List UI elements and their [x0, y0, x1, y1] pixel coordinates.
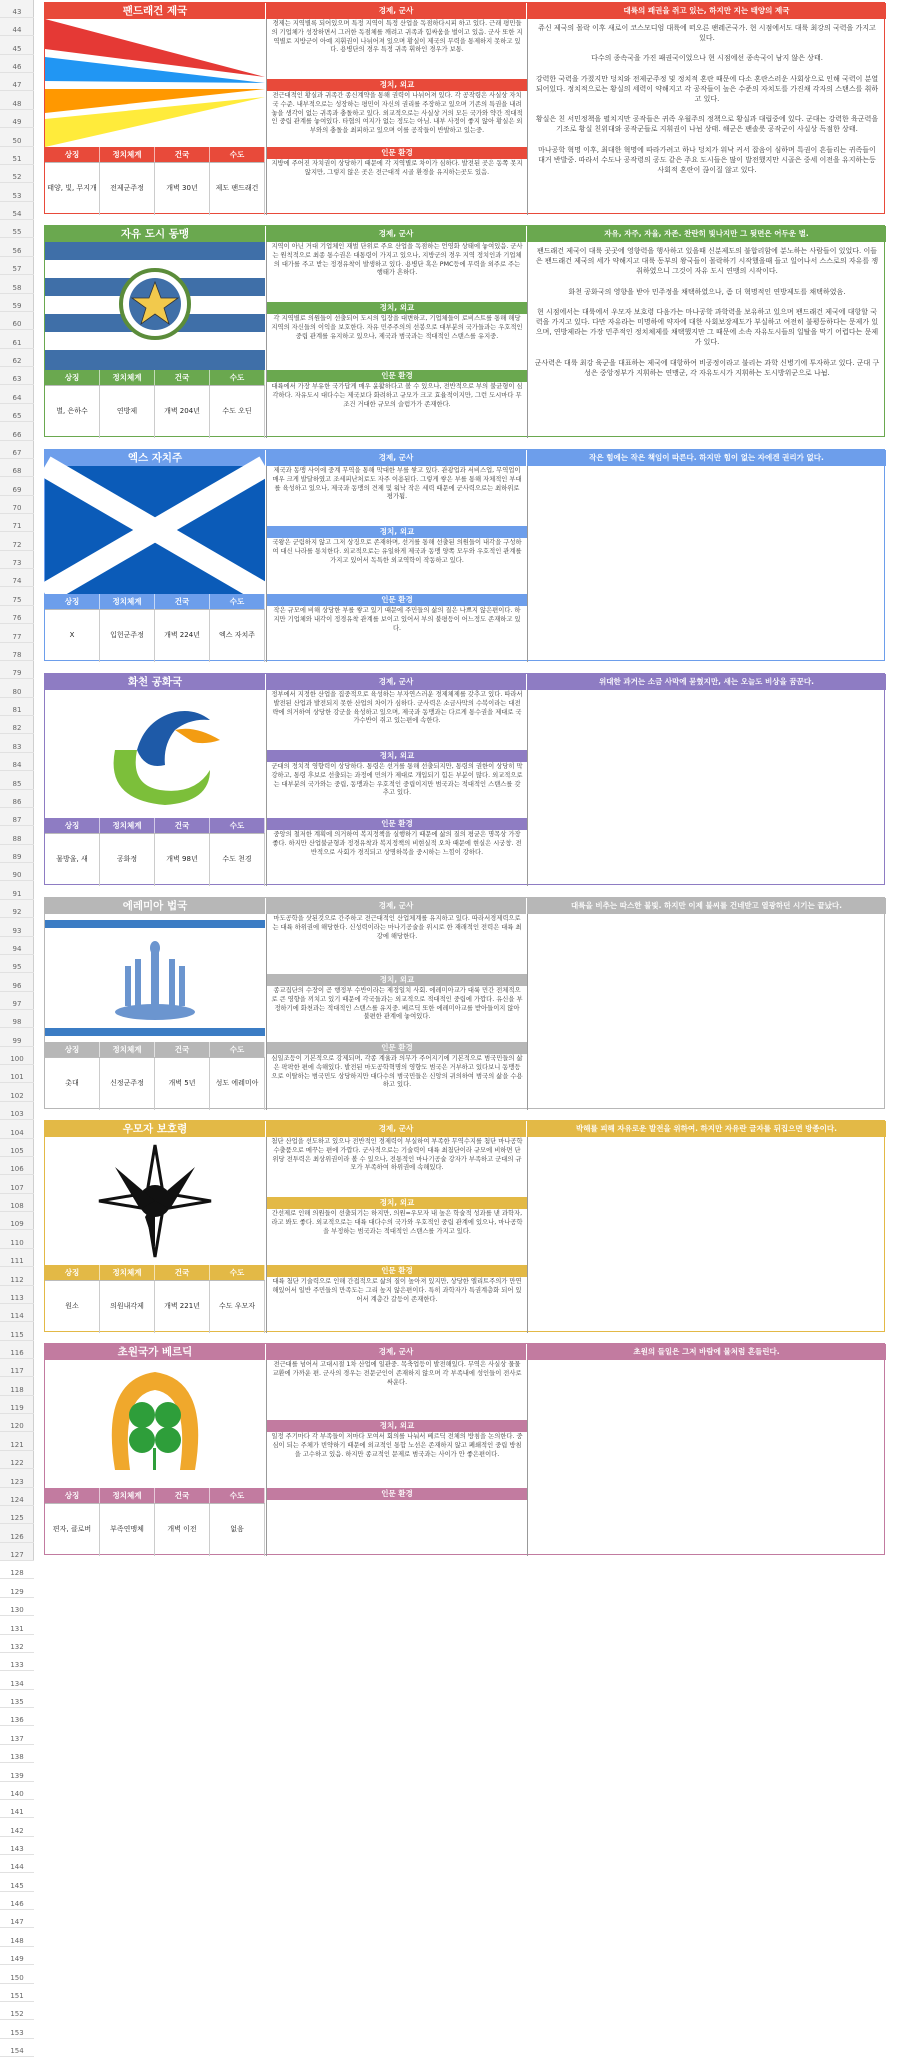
row-number: 60: [0, 318, 34, 330]
row-number: 87: [0, 814, 34, 826]
humanities-environment-text: 심일조등이 기본적으로 강제되며, 각종 계율과 의무가 주어지기에 기본적으로 범국민들의 삶은 팍팍한 편에 속해있다. 발전된 마도공학혁명의 영향도 범국은 거부하고 있다보니 동맹등으로 이탈하는 범국민도 상당하지만 대다수의 범국민들은 신앙의 귀의하여 범국의 삶을 수용하고 있다.: [271, 1055, 523, 1089]
politics-diplomacy-text: 종교집단의 수장이 곧 행정부 수반이라는 제정일치 사회. 에레미아교가 대륙 민간 전체적으로 큰 영향을 끼치고 있기 때문에 각국들과는 외교적으로 적대적인 중립에 가깝다. 유신을 부정하기에 화천과는 적대적인 스탠스를 유지중. 베르딕 또한 에레미아교를 받아들이지 않아 불편한 관계에 놓여있다.: [271, 987, 523, 1021]
info-labels-row: [45, 1488, 265, 1503]
founded-value: 개벽 204년: [155, 386, 210, 438]
economy-military-header: 경제, 군사: [266, 1344, 526, 1360]
row-number: 59: [0, 300, 34, 312]
symbol-value: 물방울, 새: [45, 834, 100, 886]
regime-value: 입헌군주정: [100, 610, 155, 662]
economy-military-header: 경제, 군사: [266, 674, 526, 690]
row-number: 143: [0, 1843, 34, 1855]
row-number: 63: [0, 373, 34, 385]
row-number: 112: [0, 1274, 34, 1286]
founded-value: 개벽 30년: [155, 163, 210, 215]
row-number: 43: [0, 6, 34, 18]
economy-military-header: 경제, 군사: [266, 898, 526, 914]
symbol-value: 원소: [45, 1281, 100, 1333]
row-number: 71: [0, 520, 34, 532]
humanities-environment-text: 지방에 주어진 자치권이 상당하기 때문에 각 지역별로 차이가 심하다. 발전된 곳은 동쪽 못지 않지만, 그렇지 않은 곳은 전근대적 시골 환경을 유지하는곳도 있음.: [271, 160, 523, 176]
info-labels-row: [45, 594, 265, 609]
regime-value: 의원내각제: [100, 1281, 155, 1333]
founded-value: 개벽 98년: [155, 834, 210, 886]
sections-column: [266, 466, 526, 662]
regime-value: 전제군주정: [100, 163, 155, 215]
info-labels-row: [45, 818, 265, 833]
economy-military-header: 경제, 군사: [266, 1121, 526, 1137]
row-number: 141: [0, 1806, 34, 1818]
info-labels-row: [45, 147, 265, 162]
regime-label: 정치체계: [100, 818, 155, 833]
row-number: 58: [0, 282, 34, 294]
row-number: 45: [0, 43, 34, 55]
humanities-environment-text: 작은 규모에 비해 상당한 부를 쌓고 있기 때문에 주민들의 삶의 질은 나쁘지 않은편이다. 하지만 기업체와 내각이 정경유착 관계를 보이고 있어서 부의 불평등이 어느정도 존재하고 있다.: [273, 607, 521, 632]
national-flag: [45, 19, 265, 147]
nation-motto: 대륙을 비추는 따스한 불빛. 하지만 이제 불씨를 건네받고 열광하던 시기는 끝났다.: [527, 898, 886, 914]
row-number: 84: [0, 759, 34, 771]
national-flag: [45, 242, 265, 370]
row-number: 127: [0, 1549, 34, 1561]
info-values-row: [45, 833, 265, 886]
nation-card: [44, 897, 885, 1109]
founded-label: 건국: [155, 1265, 210, 1280]
row-number: 79: [0, 667, 34, 679]
info-values-row: [45, 609, 265, 662]
nation-card: [44, 2, 885, 214]
row-number: 139: [0, 1770, 34, 1782]
symbol-label: 상징: [45, 1488, 100, 1503]
row-number: 64: [0, 392, 34, 404]
row-number: 147: [0, 1916, 34, 1928]
nation-card: [44, 449, 885, 661]
nation-description: [527, 690, 886, 886]
capital-value: 수도 천경: [210, 834, 265, 886]
sections-column: [266, 1137, 526, 1333]
nation-name: 에레미아 법국: [45, 898, 265, 914]
row-number: 89: [0, 851, 34, 863]
row-number: 116: [0, 1347, 34, 1359]
sections-column: [266, 242, 526, 438]
politics-diplomacy-header: 정치, 외교: [267, 1197, 527, 1209]
row-number: 68: [0, 465, 34, 477]
row-number: 100: [0, 1053, 34, 1065]
politics-diplomacy-text: 간선제로 인해 의원들이 선출되기는 하지만, 의원=우모자 내 높은 학술적 성과를 낸 과학자, 라고 봐도 좋다. 외교적으로는 대륙 대다수의 국가와 우호적인 중립 관계에 있으나, 마나공학을 부정하는 범국과는 적대적인 스탠스를 가지고 있다.: [271, 1210, 523, 1235]
row-number: 56: [0, 245, 34, 257]
regime-value: 부족연맹체: [100, 1504, 155, 1556]
nation-name: 팬드래건 제국: [45, 3, 265, 19]
capital-value: 성도 에레미아: [210, 1058, 265, 1110]
row-number: 81: [0, 704, 34, 716]
row-number: 111: [0, 1255, 34, 1267]
row-number: 93: [0, 925, 34, 937]
row-number: 86: [0, 796, 34, 808]
row-number: 151: [0, 1990, 34, 2002]
regime-label: 정치체계: [100, 1488, 155, 1503]
row-number: 144: [0, 1861, 34, 1873]
politics-diplomacy-header: 정치, 외교: [267, 750, 527, 762]
row-number: 129: [0, 1586, 34, 1598]
capital-label: 수도: [210, 594, 265, 609]
sections-column: [266, 914, 526, 1110]
info-labels-row: [45, 1042, 265, 1057]
economy-military-header: 경제, 군사: [266, 3, 526, 19]
founded-value: 개벽 221년: [155, 1281, 210, 1333]
row-number: 46: [0, 61, 34, 73]
row-number: 125: [0, 1512, 34, 1524]
row-number: 102: [0, 1090, 34, 1102]
symbol-label: 상징: [45, 594, 100, 609]
row-number: 134: [0, 1678, 34, 1690]
economy-military-text: 첨단 산업을 선도하고 있으나 전반적인 경제력이 부실하여 부족한 무역수지를 첨단 마나공학 수출품으로 메꾸는 편에 가깝다. 군사적으로는 기술력이 대륙 최첨단이라 규모에 비하면 단위당 전투력은 최상위권이라 볼 수 있으나, 전통적인 마나기공술 강자가 부족하고 군대의 규모가 부족하여 하위권에 속해있다.: [271, 1138, 523, 1172]
nation-card: [44, 1343, 885, 1555]
row-number: 118: [0, 1384, 34, 1396]
economy-military-text: 제국과 동맹 사이에 중계 무역을 통해 막대한 부를 쌓고 있다. 관광업과 서비스업, 무역업이 매우 크게 발달하였고 조세피난처로도 자주 이용된다. 그렇게 쌓은 부를 통해 자체적인 부대를 육성하고 있으나, 제국과 동맹의 견제 및 워낙 작은 세력 때문에 군사력으로는 최하위로 평가됨.: [272, 467, 522, 501]
row-number: 53: [0, 190, 34, 202]
row-number: 54: [0, 208, 34, 220]
row-number: 99: [0, 1035, 34, 1047]
row-number: 50: [0, 135, 34, 147]
economy-military-text: 정부에서 지정한 산업을 집중적으로 육성하는 부자연스러운 경제체제를 갖추고 있다. 따라서 발전된 산업과 발전되지 못한 산업의 차이가 심하다. 군사력은 소금사막의 수복이라는 대전략에 의거하여 상당한 강군을 육성하고 있으며, 제국과 동맹과는 다르게 통수권을 제대로 국가수반이 쥐고 있는편에 속한다.: [271, 691, 523, 725]
economy-military-header: 경제, 군사: [266, 450, 526, 466]
sections-column: [266, 1360, 526, 1556]
founded-value: 개벽 224년: [155, 610, 210, 662]
row-number: 104: [0, 1127, 34, 1139]
nation-description: 쥬신 제국의 몰락 이후 새로이 코스모디엄 대륙에 떠오른 팬레곤국가. 현 시점에서도 대륙 최강의 국력을 가지고 있다. 다수의 종속국을 가진 패권국이었으나 현 시점에선 종속국이 남지 않은 상태. 강력한 국력을 가졌지만 덩치와 전제군주정 및 정치적 혼란 때문에 다소 혼란스러운 사회상으로 인해 국력이 분열되어있다. 정치적으로는 황실의 세력이 약해지고 각 공작들이 높은 수준의 자치도를 가진채 각자의 스탠스를 취하고 있다. 황실은 친 서민정책을 펼치지만 공작들은 귀족 우월주의 정책으로 황실과 대립중에 있다. 군대는 강력한 육군력을 기조로 황실 친위대와 공작군들로 지휘권이 나뉜 상태. 해군은 팬솔릇 공작군이 사실상 독점한 상태. 마나공학 혁명 이후, 최대한 혁명에 따라가려고 하나 덩치가 워낙 커서 잡음이 심하며 특권이 흔들리는 귀족들이 대거 반발중. 따라서 수도나 공작령의 공도 같은 주요 도시들은 많이 발전했지만 시골은 중세 이전을 유지하는등 사회적 혼란이 끊이질 않고 있다.: [527, 19, 886, 215]
founded-label: 건국: [155, 1488, 210, 1503]
politics-diplomacy-header: 정치, 외교: [267, 79, 527, 91]
row-number: 74: [0, 575, 34, 587]
row-number: 72: [0, 539, 34, 551]
row-number: 51: [0, 153, 34, 165]
founded-label: 건국: [155, 818, 210, 833]
row-number: 88: [0, 833, 34, 845]
national-flag: [45, 466, 265, 594]
row-number: 95: [0, 961, 34, 973]
humanities-environment-header: 인문 환경: [267, 1265, 527, 1277]
capital-value: 제도 팬드래건: [210, 163, 265, 215]
nation-name: 초원국가 베르딕: [45, 1344, 265, 1360]
row-number: 106: [0, 1163, 34, 1175]
row-number: 57: [0, 263, 34, 275]
national-flag: [45, 690, 265, 818]
regime-value: 연방제: [100, 386, 155, 438]
row-number: 137: [0, 1733, 34, 1745]
row-number: 66: [0, 429, 34, 441]
founded-label: 건국: [155, 147, 210, 162]
nation-description: [527, 466, 886, 662]
row-number: 98: [0, 1016, 34, 1028]
nation-card: [44, 673, 885, 885]
symbol-label: 상징: [45, 1042, 100, 1057]
nation-description: 팬드래건 제국이 대륙 곳곳에 영향력을 행사하고 있을때 신분제도의 불합리함에 분노하는 사람들이 있었다. 이들은 팬드래건 제국의 세가 약해지고 대륙 동부의 왕국들이 몰락하기 시작했을때 들고 일어나서 스스로의 자유를 쟁취하였으니 그것이 자유 도시 연맹의 시작이다. 화천 공화국의 영향을 받아 민주정을 채택하였으나, 좀 더 혁명적인 연방제도를 채택하였음. 현 시점에서는 대륙에서 우모자 보호령 다음가는 마나공학 과학력을 보유하고 있으며 팬드래건 제국에 대항할 국력을 가지고 있다. 다만 자유라는 미명하에 약자에 대한 사회보장제도가 부실하고 여전히 불평등하다는 문제가 있으며, 연방제라는 가장 민주적인 정치체제를 채택했지만 그 때문에 소속 자유도시들의 일탈을 막기 어렵다는 문제가 있다. 군사력은 대륙 최강 육군을 대표하는 제국에 대항하여 비공정이라고 불리는 과학 신병기에 투자하고 있다. 군대 구성은 중앙정부가 지휘하는 연맹군, 각 자유도시가 지휘하는 도시방위군으로 나뉨.: [527, 242, 886, 438]
row-number: 113: [0, 1292, 34, 1304]
row-number: 69: [0, 484, 34, 496]
row-number: 154: [0, 2045, 34, 2057]
founded-value: 개벽 이전: [155, 1504, 210, 1556]
row-number: 124: [0, 1494, 34, 1506]
nation-motto: 작은 힘에는 작은 책임이 따른다. 하지만 힘이 없는 자에겐 권리가 없다.: [527, 450, 886, 466]
economy-military-header: 경제, 군사: [266, 226, 526, 242]
row-number: 138: [0, 1751, 34, 1763]
national-flag: [45, 1137, 265, 1265]
row-number: 149: [0, 1953, 34, 1965]
row-number: 85: [0, 778, 34, 790]
info-values-row: [45, 1503, 265, 1556]
economy-military-text: 경제는 지역별록 되어있으며 특정 지역이 특정 산업을 독점하다시피 하고 있다. 근래 평민들의 기업체가 성장하면서 그러한 독점체를 깨려고 귀족과 힘싸움을 벌이고 있음. 군사 또한 지역별로 지방군이 아예 지휘권이 나뉘어져 있으며 황실이 제국의 무력을 통제하지 못하고 있다. 용병단의 경우 특정 귀족 휘하인 경우가 보통.: [271, 20, 523, 54]
politics-diplomacy-text: 전근대적인 황실과 귀족간 종신계약을 통해 권력이 나뉘어져 있다. 각 공작령은 사실상 자치국 수준. 내부적으로는 성장하는 평민이 자신의 권리를 주장하고 있으며 기존의 특권을 내려놓을 생각이 없는 귀족과 충돌하고 있다. 외교적으로는 사실상 거의 모든 국가와 약간 적대적인 중립 관계를 놓여있다. 타협의 여지가 없는 정도는 아님. 내부 사정이 좋지 않아 황실은 외부와의 충돌을 최피하고 있으며 이를 공작들이 반발하고 있는중.: [271, 92, 523, 135]
row-number: 150: [0, 1972, 34, 1984]
regime-value: 공화정: [100, 834, 155, 886]
row-number: 80: [0, 686, 34, 698]
row-number: 119: [0, 1402, 34, 1414]
row-number: 62: [0, 355, 34, 367]
row-number: 152: [0, 2008, 34, 2020]
humanities-environment-header: 인문 환경: [267, 594, 527, 606]
nation-motto: 대륙의 패권을 쥐고 있는, 하지만 지는 태양의 제국: [527, 3, 886, 19]
capital-value: 수도 오딘: [210, 386, 265, 438]
row-number: 94: [0, 943, 34, 955]
nation-description: [527, 914, 886, 1110]
nation-motto: 박해를 피해 자유로운 발전을 위하여. 하지만 자유란 글자를 뒤집으면 방종이다.: [527, 1121, 886, 1137]
row-number: 148: [0, 1935, 34, 1947]
row-number-column: [0, 0, 34, 2056]
politics-diplomacy-header: 정치, 외교: [267, 974, 527, 986]
humanities-environment-header: 인문 환경: [267, 1488, 527, 1500]
info-values-row: [45, 385, 265, 438]
row-number: 121: [0, 1439, 34, 1451]
founded-label: 건국: [155, 1042, 210, 1057]
row-number: 115: [0, 1329, 34, 1341]
nation-motto: 자유, 자주, 자율, 자존. 찬란히 빛나지만 그 뒷면은 어두운 별.: [527, 226, 886, 242]
nation-description: [527, 1360, 886, 1556]
row-number: 114: [0, 1310, 34, 1322]
row-number: 96: [0, 980, 34, 992]
economy-military-text: 마도공학을 삿된것으로 간주하고 전근대적인 산업체계를 유지하고 있다. 따라서경제력으로는 대륙 하위권에 해당한다. 신성력이라는 마나기공술을 위시로 한 재래적인 전력은 대륙 최강에 해당한다.: [272, 915, 522, 940]
row-number: 117: [0, 1365, 34, 1377]
row-number: 90: [0, 869, 34, 881]
row-number: 136: [0, 1714, 34, 1726]
nation-card: [44, 1120, 885, 1332]
capital-value: 수도 우모자: [210, 1281, 265, 1333]
info-labels-row: [45, 370, 265, 385]
politics-diplomacy-text: 국왕은 군림하지 않고 그저 상징으로 존재하며, 선거를 통해 선출된 의원들이 내각을 구성하여 대신 나라를 통치한다. 외교적으로는 유일하게 제국과 동맹 양쪽 모두와 우호적인 관계를 가지고 있어서 독특한 외교역학이 작동하고 있다.: [272, 539, 522, 564]
national-flag: [45, 914, 265, 1042]
row-number: 103: [0, 1108, 34, 1120]
regime-label: 정치체계: [100, 1042, 155, 1057]
founded-label: 건국: [155, 370, 210, 385]
symbol-value: 태양, 빛, 무지개: [45, 163, 100, 215]
politics-diplomacy-header: 정치, 외교: [267, 302, 527, 314]
row-number: 49: [0, 116, 34, 128]
symbol-value: 별, 은하수: [45, 386, 100, 438]
row-number: 76: [0, 612, 34, 624]
capital-label: 수도: [210, 370, 265, 385]
founded-label: 건국: [155, 594, 210, 609]
capital-value: 없음: [210, 1504, 265, 1556]
row-number: 122: [0, 1457, 34, 1469]
row-number: 92: [0, 906, 34, 918]
regime-label: 정치체계: [100, 147, 155, 162]
row-number: 47: [0, 79, 34, 91]
row-number: 77: [0, 631, 34, 643]
symbol-value: 촛대: [45, 1058, 100, 1110]
humanities-environment-header: 인문 환경: [267, 818, 527, 830]
nation-motto: 초원의 들일은 그저 바람에 물처럼 흔들린다.: [527, 1344, 886, 1360]
humanities-environment-header: 인문 환경: [267, 370, 527, 382]
row-number: 78: [0, 649, 34, 661]
row-number: 123: [0, 1476, 34, 1488]
capital-label: 수도: [210, 147, 265, 162]
symbol-label: 상징: [45, 370, 100, 385]
capital-label: 수도: [210, 818, 265, 833]
humanities-environment-text: [267, 1500, 527, 1556]
row-number: 83: [0, 741, 34, 753]
regime-label: 정치체계: [100, 1265, 155, 1280]
row-number: 108: [0, 1200, 34, 1212]
row-number: 131: [0, 1623, 34, 1635]
row-number: 120: [0, 1420, 34, 1432]
row-number: 128: [0, 1567, 34, 1579]
national-flag: [45, 1360, 265, 1488]
politics-diplomacy-text: 일정 주기마다 각 부족들이 저마다 모여서 회의를 나눠서 베르딕 전체의 방침을 논의한다. 중심이 되는 주체가 빈약하기 때문에 외교적인 통합 노선은 존재하지 않고 폐쇄적인 중립 방침을 고수하고 있음. 하지만 종교적인 문제로 범국과는 사이가 안 좋은편이다.: [271, 1433, 523, 1458]
row-number: 75: [0, 594, 34, 606]
symbol-value: 편자, 클로버: [45, 1504, 100, 1556]
politics-diplomacy-header: 정치, 외교: [267, 526, 527, 538]
row-number: 44: [0, 24, 34, 36]
symbol-label: 상징: [45, 818, 100, 833]
politics-diplomacy-text: 각 지역별로 의원들이 선출되어 도시의 입장을 대변하고, 기업체들이 로비스트를 통해 해당 지역의 자신들의 이익을 보호한다. 자유 민주주의의 선봉으로 대부분의 국가들과는 우호적인 중립 관계를 유지하고 있으나, 제국과 범국과는 적대적인 스탠스를 유지중.: [271, 315, 523, 340]
nation-name: 엑스 자치주: [45, 450, 265, 466]
row-number: 110: [0, 1237, 34, 1249]
nation-description: [527, 1137, 886, 1333]
row-number: 133: [0, 1659, 34, 1671]
row-number: 140: [0, 1788, 34, 1800]
row-number: 97: [0, 998, 34, 1010]
row-number: 132: [0, 1641, 34, 1653]
row-number: 109: [0, 1218, 34, 1230]
row-number: 48: [0, 98, 34, 110]
humanities-environment-header: 인문 환경: [267, 1042, 527, 1054]
symbol-label: 상징: [45, 1265, 100, 1280]
politics-diplomacy-header: 정치, 외교: [267, 1420, 527, 1432]
regime-label: 정치체계: [100, 370, 155, 385]
symbol-label: 상징: [45, 147, 100, 162]
row-number: 142: [0, 1825, 34, 1837]
politics-diplomacy-text: 군대의 정치적 영향력이 상당하다. 통령은 선거를 통해 선출되지만, 통령의 권한이 상당히 막강하고, 통령 후보로 선출되는 과정에 민의가 제대로 개입되기 힘든 부분이 많다. 외교적으로는 대부분의 국가와는 중립, 동맹과는 우호적인 중립이지만 범국과는 적대적인 스탠스를 갖추고 있다.: [271, 763, 523, 797]
nation-name: 우모자 보호령: [45, 1121, 265, 1137]
economy-military-text: 지역이 아닌 거대 기업체인 재벌 단위로 주요 산업을 독점하는 언영화 상태에 놓여있음. 군사는 원칙적으로 최종 통수권은 대통령이 가지고 있으나, 지방군의 경우 지역 정치인과 기업체의 대가를 주고 받는 정경유착이 발생하고 있다. 용병단 혹은 PMC등에 무력을 외주로 주는 행태가 흔하다.: [271, 243, 523, 277]
row-number: 107: [0, 1182, 34, 1194]
info-values-row: [45, 1057, 265, 1110]
humanities-environment-text: 중앙의 철저한 계획에 의거하여 복지정책을 실행하기 때문에 삶의 질의 평균은 명목상 가장 좋다. 하지만 산업불균형과 정경유착과 복지정책의 비현실적 오차 때문에 현실은 시궁창. 전반적으로 사회가 경직되고 상명하복을 중시하는 느낌이 강하다.: [272, 831, 522, 856]
row-number: 70: [0, 502, 34, 514]
row-number: 52: [0, 171, 34, 183]
humanities-environment-header: 인문 환경: [267, 147, 527, 159]
regime-label: 정치체계: [100, 594, 155, 609]
row-number: 65: [0, 410, 34, 422]
row-number: 146: [0, 1898, 34, 1910]
capital-label: 수도: [210, 1042, 265, 1057]
info-values-row: [45, 162, 265, 215]
capital-label: 수도: [210, 1265, 265, 1280]
row-number: 126: [0, 1531, 34, 1543]
economy-military-text: 전근대를 넘어서 고대시절 1차 산업에 일관중. 목축업등이 발전해있다. 무역은 사실상 물물교환에 가까운 편. 군사의 경우는 전문군인이 존재하지 않으며 각 부족내에 성인들이 전사로 싸운다.: [272, 1361, 522, 1386]
row-number: 82: [0, 722, 34, 734]
humanities-environment-text: 대륙에서 가장 부유한 국가답게 매우 윤활하다고 볼 수 있으나, 전반적으로 부의 불균형이 심각하다. 자유도시 대다수는 제국보다 화려하고 규모가 크고 효율적이지만, 그런 도시마다 무조건 거대한 규모의 슬럼가가 존재한다.: [271, 383, 523, 408]
nation-motto: 위대한 과거는 소금 사막에 묻혔지만, 새는 오늘도 비상을 꿈꾼다.: [527, 674, 886, 690]
nation-name: 화천 공화국: [45, 674, 265, 690]
row-number: 73: [0, 557, 34, 569]
humanities-environment-text: 대륙 첨단 기술력으로 인해 간접적으로 삶의 질이 높아져 있지만, 상당한 엘리트주의가 만연해있어서 일반 주민들의 만족도는 그리 높지 않은편이다. 특히 과학자가 특권계층화 되어 있어서 계층간 갈등이 존재한다.: [272, 1278, 522, 1303]
nation-name: 자유 도시 동맹: [45, 226, 265, 242]
capital-label: 수도: [210, 1488, 265, 1503]
sections-column: [266, 690, 526, 886]
nation-card: [44, 225, 885, 437]
capital-value: 엑스 자치주: [210, 610, 265, 662]
row-number: 101: [0, 1071, 34, 1083]
info-values-row: [45, 1280, 265, 1333]
regime-value: 신정군주정: [100, 1058, 155, 1110]
sections-column: [266, 19, 526, 215]
row-number: 130: [0, 1604, 34, 1616]
row-number: 135: [0, 1696, 34, 1708]
row-number: 105: [0, 1145, 34, 1157]
info-labels-row: [45, 1265, 265, 1280]
symbol-value: X: [45, 610, 100, 662]
row-number: 67: [0, 447, 34, 459]
row-number: 91: [0, 888, 34, 900]
row-number: 145: [0, 1880, 34, 1892]
founded-value: 개벽 5년: [155, 1058, 210, 1110]
row-number: 55: [0, 226, 34, 238]
row-number: 61: [0, 337, 34, 349]
row-number: 153: [0, 2027, 34, 2039]
